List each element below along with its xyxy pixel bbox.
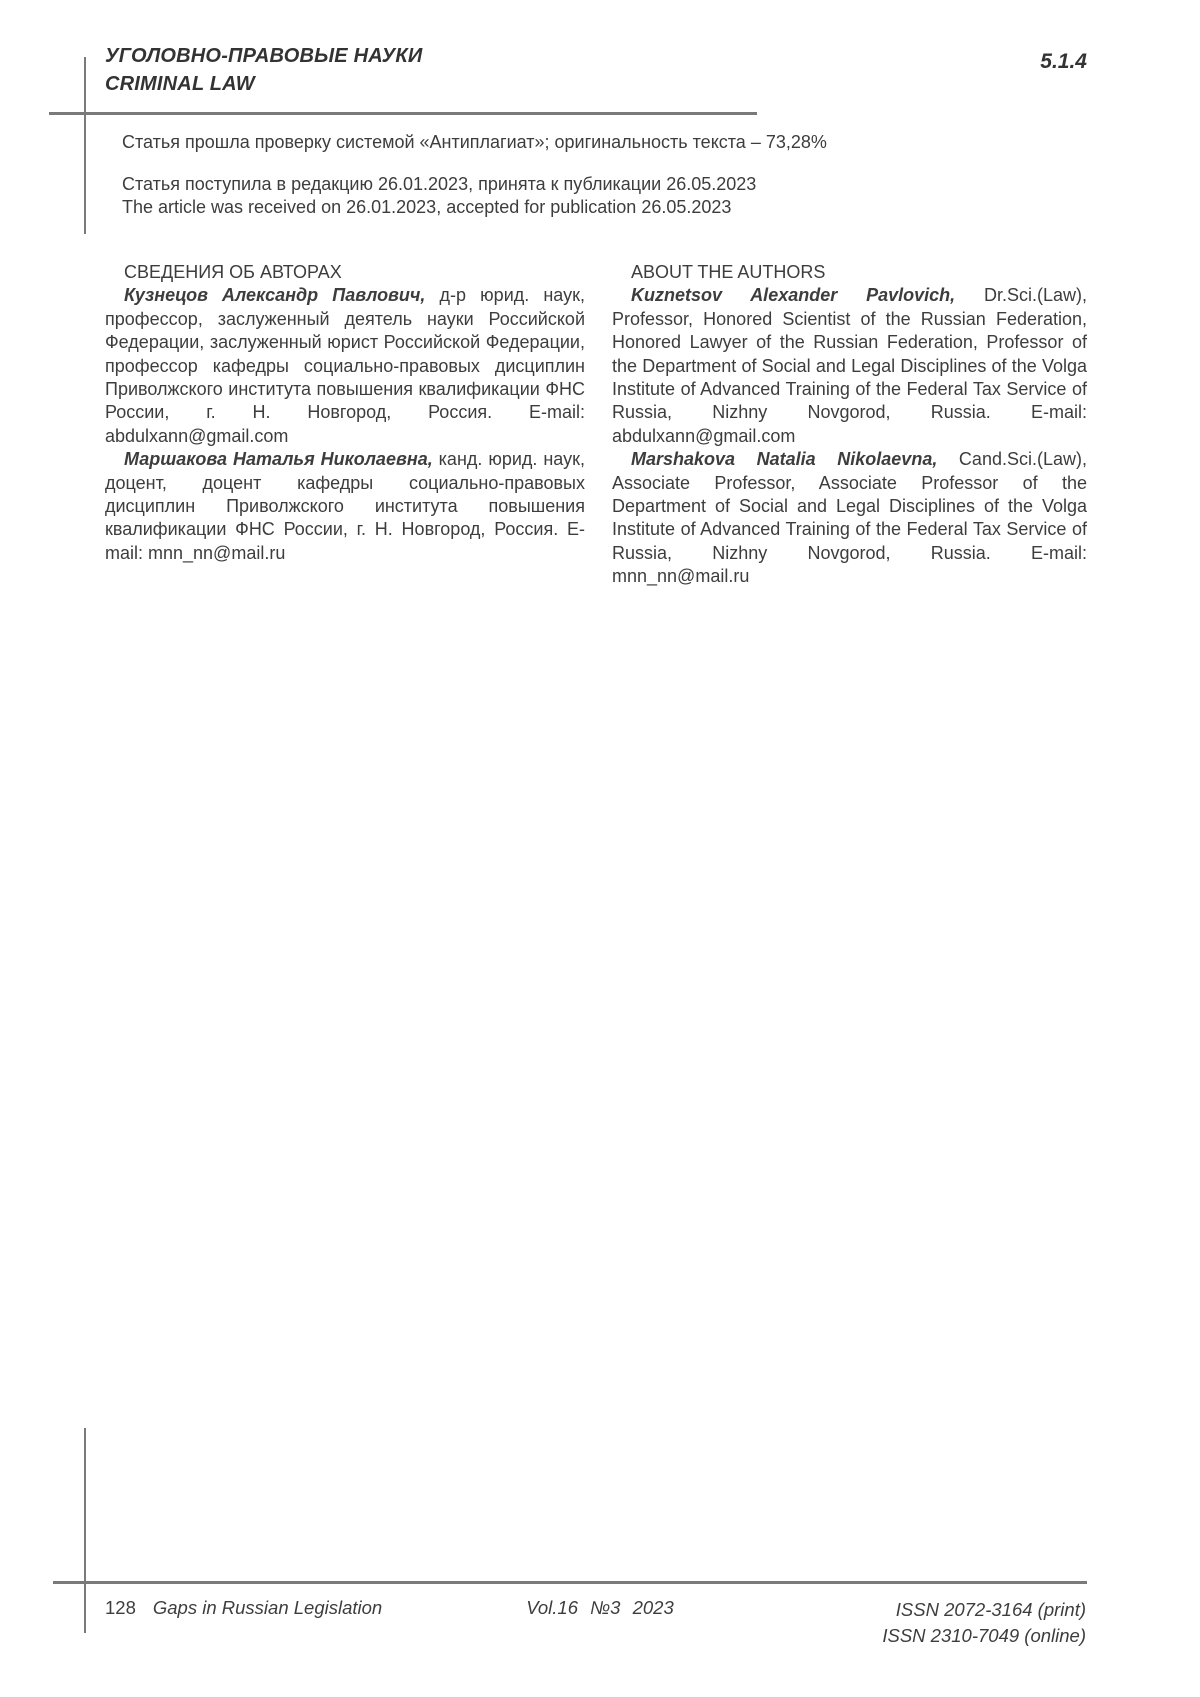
journal-title: Gaps in Russian Legislation: [152, 1597, 383, 1618]
page-number: 128: [105, 1597, 136, 1618]
editorial-notices: [122, 131, 1042, 219]
section-heading: [105, 42, 422, 98]
authors-heading-ru: СВЕДЕНИЯ ОБ АВТОРАХ: [124, 262, 342, 282]
author-bio-ru-2: [105, 448, 585, 565]
volume-issue: Vol.16 №3 2023: [526, 1597, 674, 1618]
author-name-ru-1: Кузнецов Александр Павлович,: [124, 285, 426, 306]
about-authors-section: [105, 261, 1087, 589]
authors-heading-en: ABOUT THE AUTHORS: [631, 262, 826, 282]
authors-column-ru: [105, 261, 585, 589]
header-rule: [49, 112, 757, 115]
authors-column-en: [612, 261, 1087, 589]
author-bio-text-ru-1: д-р юрид. наук, профессор, заслуженный деятель науки Российской Федерации, заслуженный юрист Российской Федерации, профессор кафедры социально-правовых дисциплин Приволжского института повышения квалификации ФНС России, г. Н. Новгород, Россия. E-mail: abdulxann@gmail.com: [105, 285, 585, 446]
received-date-ru: Статья поступила в редакцию 26.01.2023, принята к публикации 26.05.2023: [122, 174, 757, 194]
section-title-ru: УГОЛОВНО-ПРАВОВЫЕ НАУКИ: [105, 45, 423, 67]
author-bio-en-1: [612, 284, 1087, 448]
left-margin-rule-top: [84, 57, 86, 234]
author-bio-ru-1: [105, 284, 585, 448]
author-name-ru-2: Маршакова Наталья Николаевна,: [124, 449, 433, 470]
section-title-en: CRIMINAL LAW: [105, 73, 255, 95]
specialty-code: 5.1.4: [1040, 50, 1087, 73]
author-bio-text-en-2: Cand.Sci.(Law), Associate Professor, Associate Professor of the Department of Social and Legal Disciplines of the Volga Institute of Advanced Training of the Federal Tax Service of Russia, Nizhny Novgorod, Russia. E-mail: mnn_nn@mail.ru: [612, 449, 1087, 587]
author-name-en-2: Marshakova Natalia Nikolaevna,: [631, 449, 938, 470]
footer-issn: [882, 1597, 1086, 1649]
plagiarism-check-note: Статья прошла проверку системой «Антиплагиат»; оригинальность текста – 73,28%: [122, 132, 827, 152]
author-name-en-1: Kuznetsov Alexander Pavlovich,: [631, 285, 956, 306]
author-bio-text-en-1: Dr.Sci.(Law), Professor, Honored Scientist of the Russian Federation, Honored Lawyer of the Russian Federation, Professor of the Department of Social and Legal Disciplines of the Volga Institute of Advanced Training of the Federal Tax Service of Russia, Nizhny Novgorod, Russia. E-mail: abdulxann@gmail.com: [612, 285, 1087, 446]
issn-online: ISSN 2310-7049 (online): [882, 1625, 1086, 1646]
author-bio-text-ru-2: канд. юрид. наук, доцент, доцент кафедры социально-правовых дисциплин Приволжского института повышения квалификации ФНС России, г. Н. Новгород, Россия. E-mail: mnn_nn@mail.ru: [105, 449, 585, 563]
issn-print: ISSN 2072-3164 (print): [895, 1599, 1086, 1620]
author-bio-en-2: [612, 448, 1087, 588]
received-date-en: The article was received on 26.01.2023, accepted for publication 26.05.2023: [122, 197, 732, 217]
footer-rule: [53, 1581, 1087, 1584]
